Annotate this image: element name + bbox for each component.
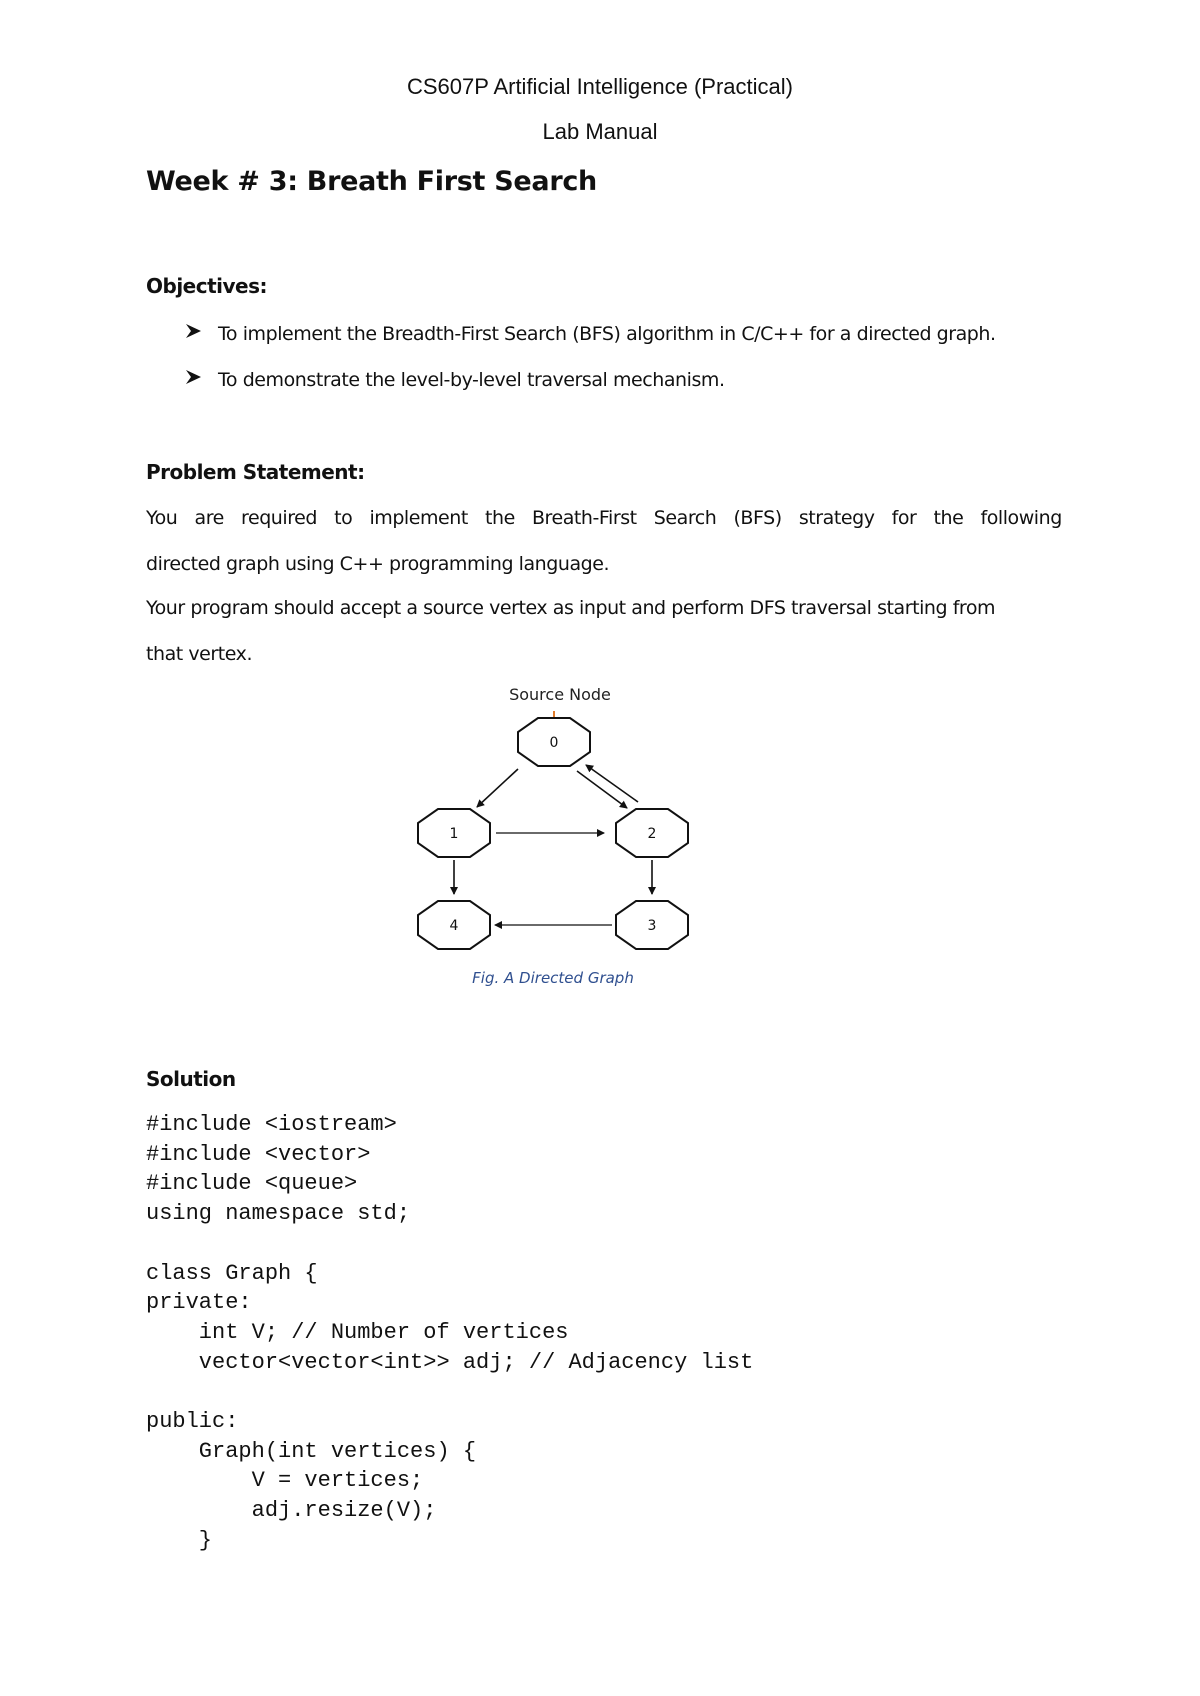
svg-text:0: 0 bbox=[549, 735, 559, 751]
page-title: Week # 3: Breath First Search bbox=[146, 166, 597, 197]
problem-line: Your program should accept a source vertex as input and perform DFS traversal starting from bbox=[146, 597, 996, 619]
problem-statement-heading: Problem Statement: bbox=[146, 460, 365, 484]
objective-item bbox=[184, 368, 725, 391]
problem-line-justified: You are required to implement the Breath-First Search (BFS) strategy for the following bbox=[146, 507, 1062, 529]
edge-0-1 bbox=[477, 769, 518, 807]
source-node-label: Source Node bbox=[509, 685, 611, 704]
directed-graph-figure bbox=[400, 676, 720, 996]
graph-node bbox=[518, 718, 590, 766]
svg-text:2: 2 bbox=[647, 826, 657, 842]
arrowhead-bullet-icon bbox=[184, 368, 218, 391]
arrowhead-bullet-icon bbox=[184, 322, 218, 345]
objective-text: To demonstrate the level-by-level traversal mechanism. bbox=[218, 368, 725, 391]
lab-manual-label: Lab Manual bbox=[542, 119, 658, 144]
problem-line: directed graph using C++ programming language. bbox=[146, 553, 610, 575]
graph-node bbox=[418, 901, 490, 949]
graph-node bbox=[418, 809, 490, 857]
figure-caption: Fig. A Directed Graph bbox=[472, 969, 634, 987]
problem-line: that vertex. bbox=[146, 643, 253, 665]
graph-node bbox=[616, 809, 688, 857]
course-title: CS607P Artificial Intelligence (Practical) bbox=[407, 74, 793, 99]
graph-node bbox=[616, 901, 688, 949]
objective-item bbox=[184, 322, 996, 345]
code-block: #include <iostream> #include <vector> #include <queue> using namespace std; class Graph { private: int V; // Number of vertices vector<vector<int>> adj; // Adjacency list public: Graph(int vertices) { V = vertices; adj.resize(V); } bbox=[146, 1112, 754, 1553]
objective-text: To implement the Breadth-First Search (BFS) algorithm in C/C++ for a directed graph. bbox=[218, 322, 996, 345]
solution-heading: Solution bbox=[146, 1067, 236, 1091]
objectives-heading: Objectives: bbox=[146, 274, 268, 298]
svg-text:3: 3 bbox=[647, 918, 657, 934]
svg-text:1: 1 bbox=[449, 826, 459, 842]
svg-text:4: 4 bbox=[449, 918, 459, 934]
